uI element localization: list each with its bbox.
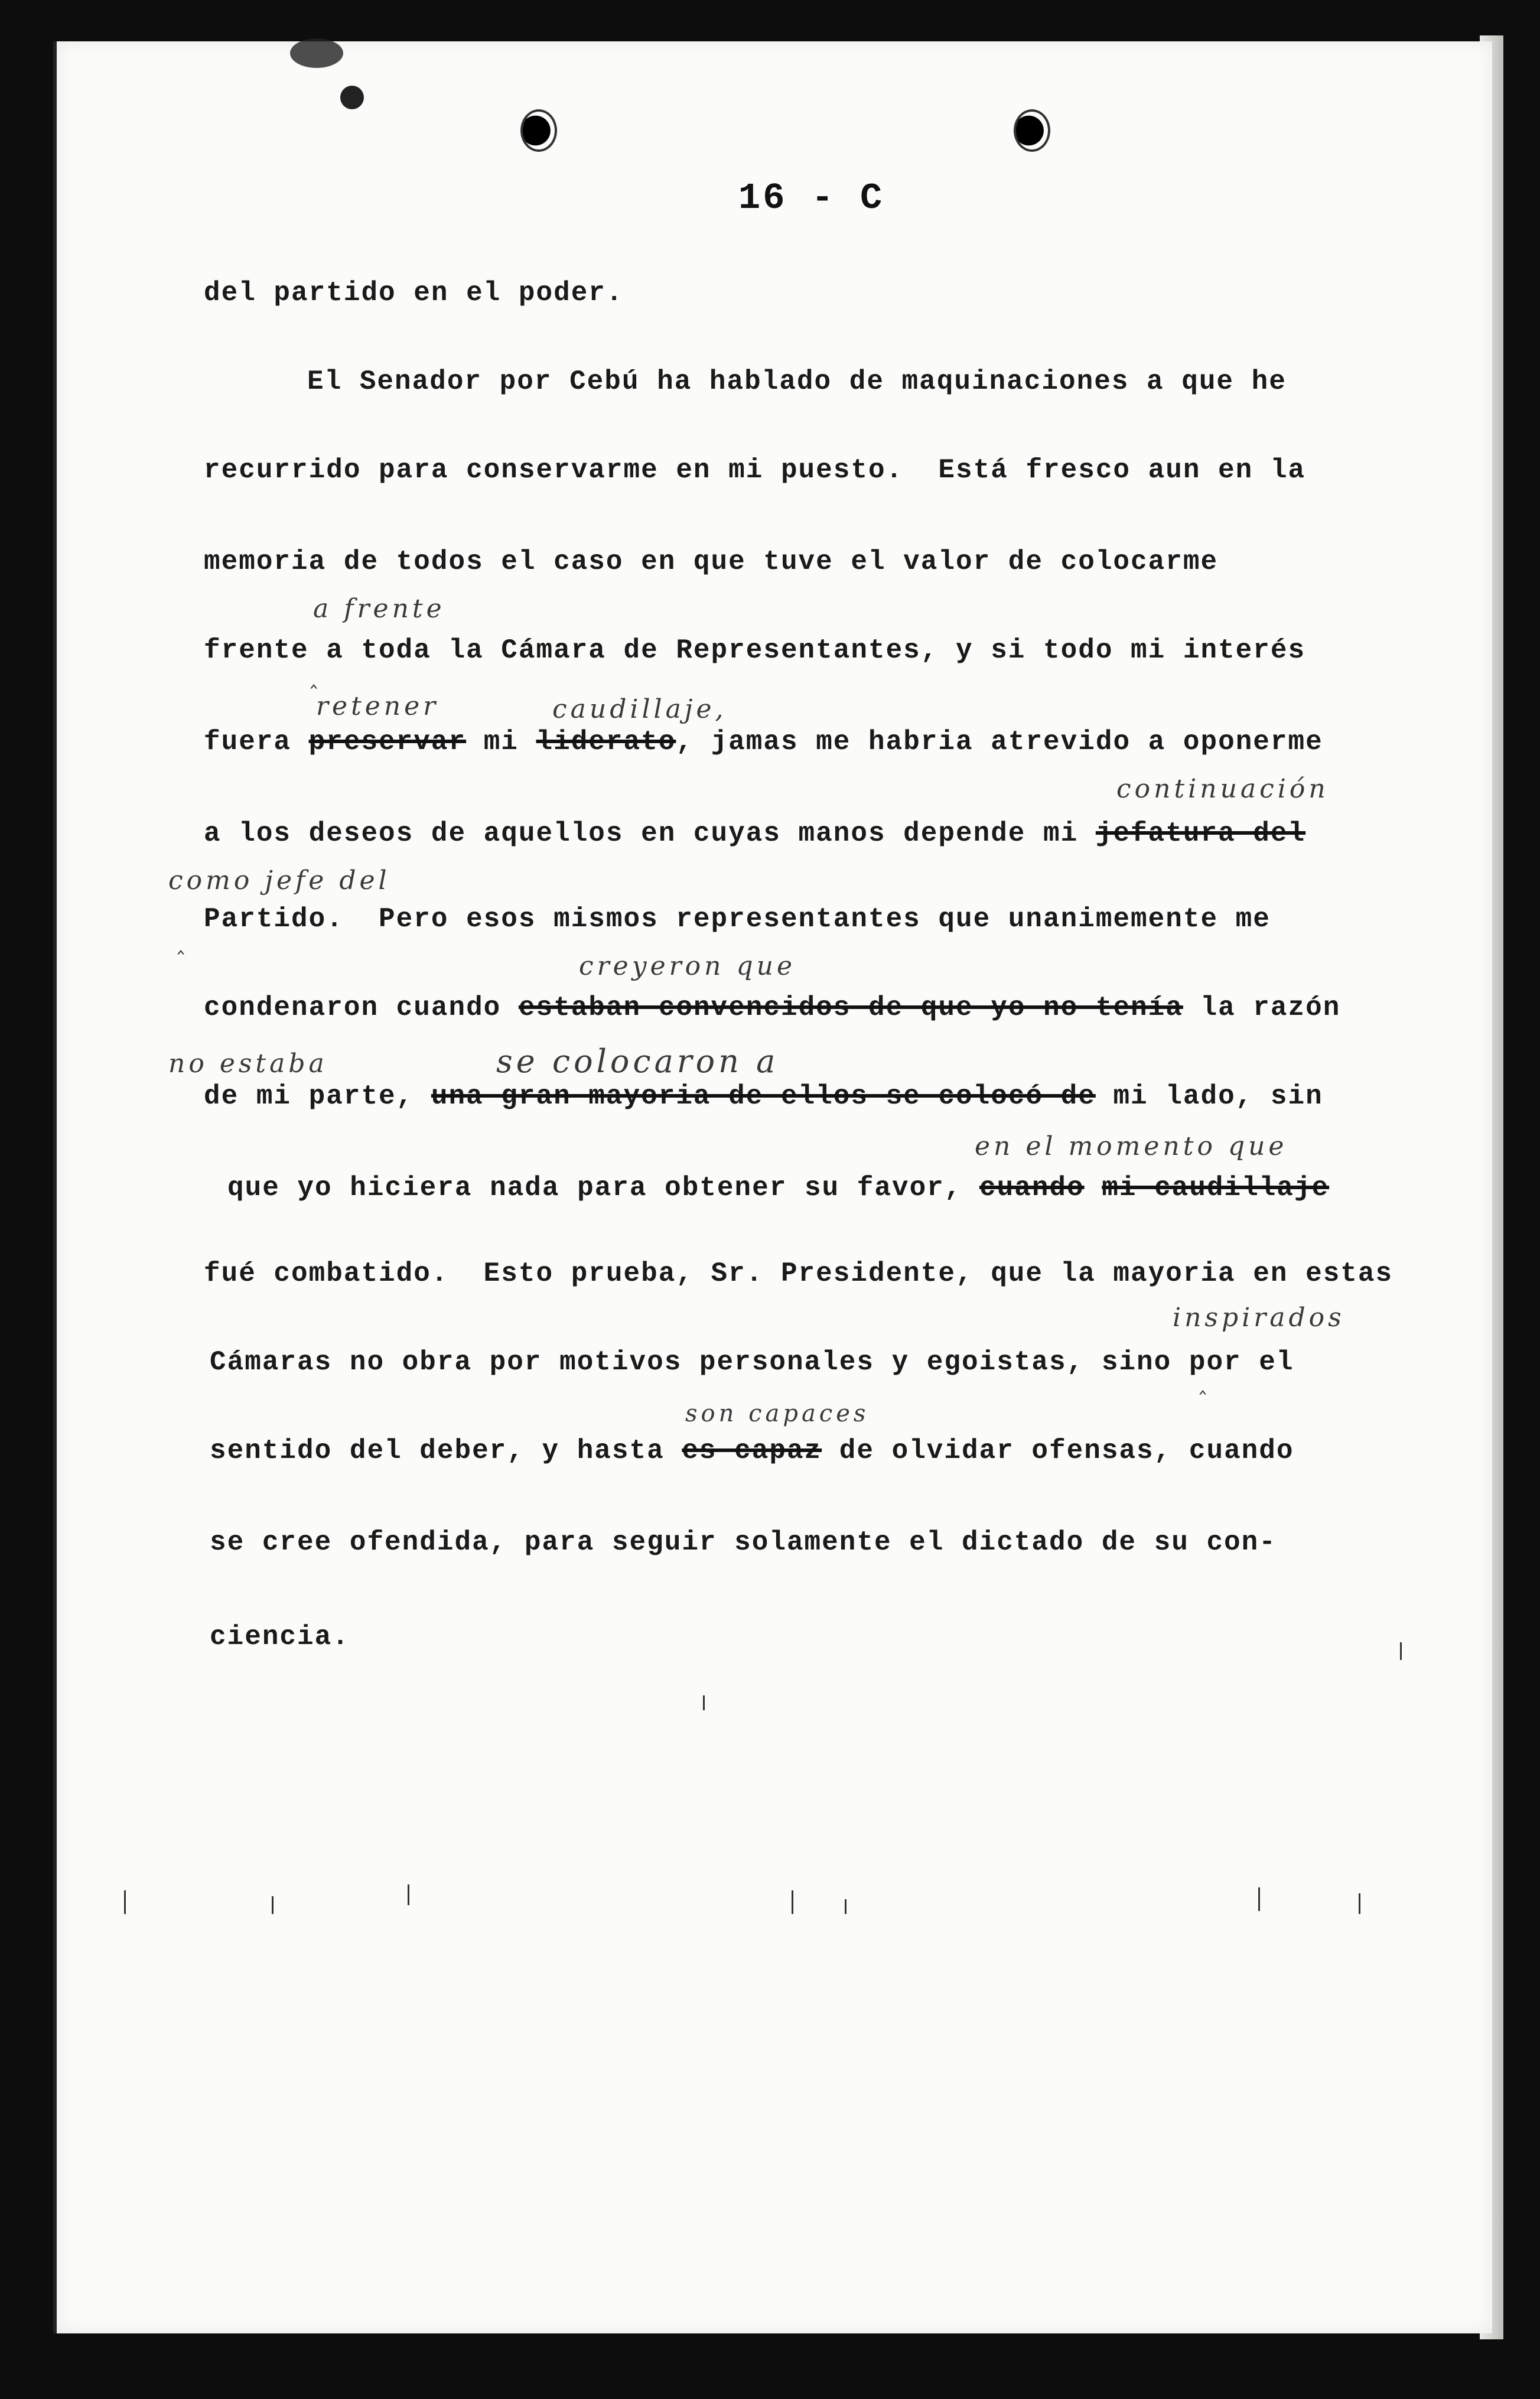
scan-artifact <box>272 1896 274 1914</box>
text-line: memoria de todos el caso en que tuve el valor de colocarme <box>204 546 1219 577</box>
handwritten-annotation: como jefe del <box>168 865 390 896</box>
text-line: de mi parte, una gran mayoria de ellos se colocó de mi lado, sin <box>204 1081 1323 1112</box>
struck-text: es capaz <box>682 1436 822 1466</box>
text-line: frente a toda la Cámara de Representantes, y si todo mi interés <box>204 635 1306 666</box>
handwritten-annotation: se colocaron a <box>496 1043 779 1080</box>
text-line: recurrido para conservarme en mi puesto. Está fresco aun en la <box>204 455 1306 486</box>
ink-smudge <box>340 86 364 109</box>
page-number: 16 - C <box>738 177 885 219</box>
scan-artifact <box>408 1884 409 1905</box>
text-line: a los deseos de aquellos en cuyas manos depende mi jefatura del <box>204 818 1306 849</box>
text-line: fuera preservar mi liderato, jamas me habria atrevido a oponerme <box>204 727 1323 757</box>
insertion-caret: ‸ <box>177 930 185 955</box>
struck-text: jefatura del <box>1095 818 1306 849</box>
handwritten-annotation: son capaces <box>685 1400 870 1427</box>
struck-text: estaban convencidos de que yo no tenía <box>518 992 1183 1023</box>
punch-hole-left <box>520 109 557 152</box>
text-line: que yo hiciera nada para obtener su favor, cuando mi caudillaje <box>227 1173 1330 1203</box>
handwritten-annotation: a frente <box>313 594 445 624</box>
insertion-caret: ‸ <box>1199 1371 1207 1395</box>
text-line: se cree ofendida, para seguir solamente el dictado de su con- <box>210 1527 1277 1558</box>
text-line: El Senador por Cebú ha hablado de maquinaciones a que he <box>307 366 1287 397</box>
scan-artifact <box>703 1695 705 1710</box>
struck-text: una gran mayoria de ellos se colocó de <box>431 1081 1096 1112</box>
handwritten-annotation: creyeron que <box>579 951 796 981</box>
ink-smudge <box>290 38 343 68</box>
text-line: sentido del deber, y hasta es capaz de olvidar ofensas, cuando <box>210 1436 1294 1466</box>
scan-artifact <box>792 1890 793 1914</box>
handwritten-annotation: en el momento que <box>975 1131 1288 1161</box>
scan-artifact <box>1258 1887 1260 1911</box>
text-line: del partido en el poder. <box>204 278 624 308</box>
handwritten-annotation: retener <box>316 691 439 721</box>
handwritten-annotation: inspirados <box>1173 1303 1345 1333</box>
scan-artifact <box>1400 1642 1402 1660</box>
struck-text: liderato <box>536 727 676 757</box>
scan-artifact <box>845 1899 846 1914</box>
handwritten-annotation: no estaba <box>168 1049 328 1079</box>
text-line: Cámaras no obra por motivos personales y egoistas, sino por el <box>210 1347 1294 1378</box>
scan-artifact <box>1359 1893 1360 1914</box>
struck-text: mi caudillaje <box>1102 1173 1330 1203</box>
handwritten-annotation: continuación <box>1116 774 1329 804</box>
struck-text: preservar <box>308 727 467 757</box>
punch-hole-right <box>1014 109 1050 152</box>
text-line: Partido. Pero esos mismos representantes que unanimemente me <box>204 904 1271 935</box>
text-line: ciencia. <box>210 1622 350 1652</box>
struck-text: cuando <box>979 1173 1085 1203</box>
text-line: fué combatido. Esto prueba, Sr. Presidente, que la mayoria en estas <box>204 1258 1394 1289</box>
handwritten-annotation: caudillaje, <box>552 694 727 724</box>
insertion-caret: ‸ <box>310 665 318 689</box>
text-line: condenaron cuando estaban convencidos de que yo no tenía la razón <box>204 992 1341 1023</box>
scan-artifact <box>124 1890 126 1914</box>
